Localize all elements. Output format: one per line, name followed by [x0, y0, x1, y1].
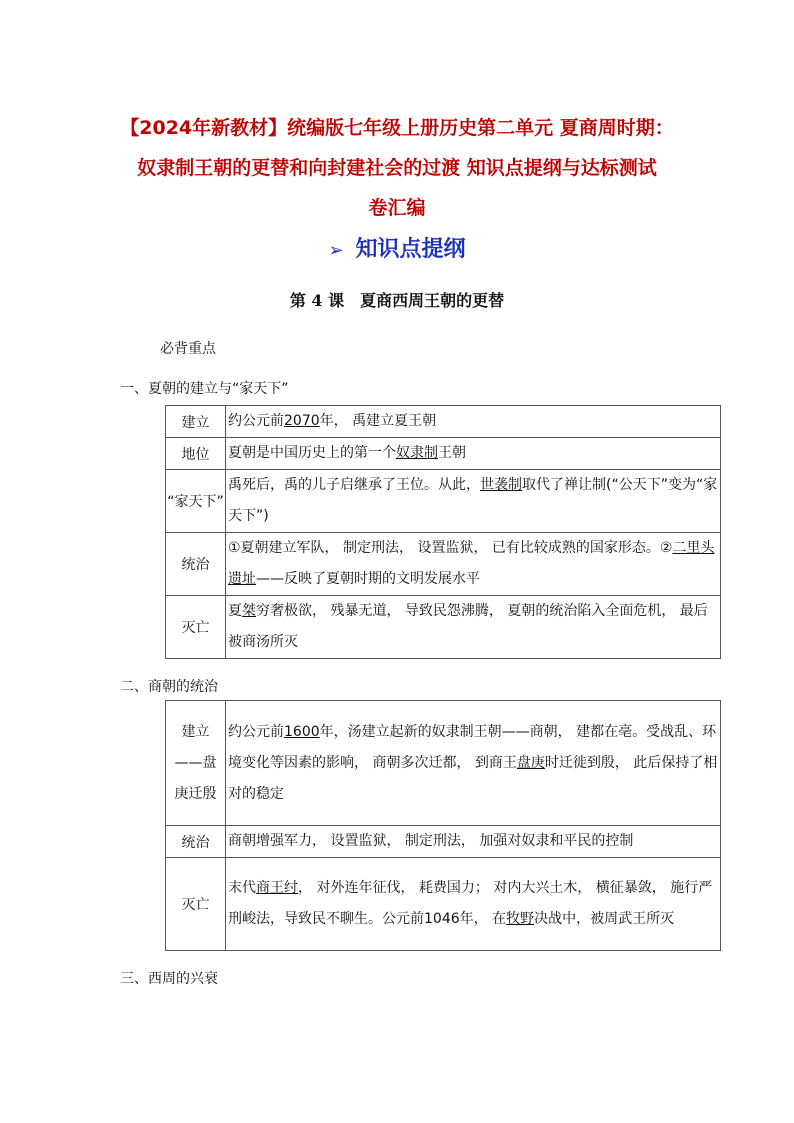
row-value: 商朝增强军力， 设置监狱， 制定刑法， 加强对奴隶和平民的控制	[226, 826, 721, 858]
section-heading	[0, 232, 794, 263]
title-line-1: 【2024年新教材】统编版七年级上册历史第二单元 夏商周时期：	[120, 117, 674, 139]
part1-heading: 一、夏朝的建立与“家天下”	[120, 381, 289, 397]
xia-table	[165, 405, 721, 659]
section-label: 知识点提纲	[355, 237, 466, 262]
table-row	[166, 858, 721, 951]
row-key: 灭亡	[166, 858, 226, 951]
title-line-2: 奴隶制王朝的更替和向封建社会的过渡 知识点提纲与达标测试	[137, 157, 657, 179]
arrow-bullet-icon: ➢	[328, 240, 344, 261]
row-key: 统治	[166, 826, 226, 858]
shang-table	[165, 700, 721, 951]
lesson-number: 第 4 课	[289, 291, 345, 310]
table-row	[166, 470, 721, 533]
part2-heading: 二、商朝的统治	[120, 679, 218, 695]
row-key: “家天下”	[166, 470, 226, 533]
row-value: 夏朝是中国历史上的第一个奴隶制王朝	[226, 438, 721, 470]
row-key: 建立	[166, 406, 226, 438]
table-row	[166, 406, 721, 438]
table-row	[166, 826, 721, 858]
row-value: 约公元前2070年， 禹建立夏王朝	[226, 406, 721, 438]
title-line-3: 卷汇编	[368, 197, 426, 219]
must-recite-label: 必背重点	[160, 341, 216, 357]
row-value: 约公元前1600年，汤建立起新的奴隶制王朝——商朝， 建都在亳。受战乱、环境变化等因素的影响， 商朝多次迁都， 到商王盘庚时迁徙到殷， 此后保持了相对的稳定	[226, 701, 721, 826]
part3-heading: 三、西周的兴衰	[120, 971, 218, 987]
lesson-title	[0, 288, 794, 311]
document-title	[0, 108, 794, 228]
row-value: 禹死后，禹的儿子启继承了王位。从此，世袭制取代了禅让制(“公天下”变为“家天下”)	[226, 470, 721, 533]
row-value: 末代商王纣， 对外连年征伐， 耗费国力； 对内大兴土木， 横征暴敛， 施行严刑峻法，导致民不聊生。公元前1046年， 在牧野决战中，被周武王所灭	[226, 858, 721, 951]
lesson-name: 夏商西周王朝的更替	[360, 291, 505, 310]
table-row	[166, 701, 721, 826]
table-row	[166, 438, 721, 470]
table-row	[166, 596, 721, 659]
table-row	[166, 533, 721, 596]
row-key: 灭亡	[166, 596, 226, 659]
row-key: 地位	[166, 438, 226, 470]
row-key: 建立——盘庚迁殷	[166, 701, 226, 826]
row-value: 夏桀穷奢极欲， 残暴无道， 导致民怨沸腾， 夏朝的统治陷入全面危机， 最后被商汤所灭	[226, 596, 721, 659]
row-key: 统治	[166, 533, 226, 596]
row-value: ①夏朝建立军队， 制定刑法， 设置监狱， 已有比较成熟的国家形态。②二里头遗址——反映了夏朝时期的文明发展水平	[226, 533, 721, 596]
